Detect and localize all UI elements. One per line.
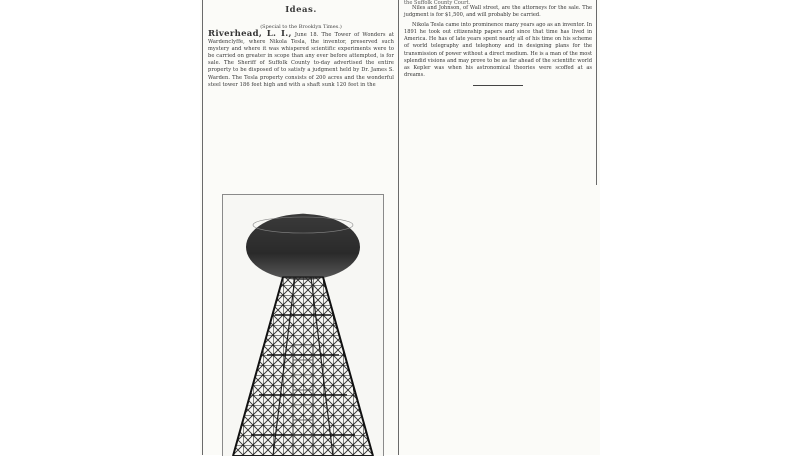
tower-illustration-icon — [223, 195, 383, 456]
column-rule-left — [202, 0, 203, 455]
right-column-top-line: the Suffolk County Court. — [404, 0, 471, 5]
column-rule-middle — [398, 0, 399, 455]
tower-photo — [222, 194, 384, 456]
paragraph-attorneys: Niles and Johnson, of Wall street, are the attorneys for the sale. The judgment is for $1,500, and will probably be carried. — [404, 5, 592, 19]
right-column — [404, 0, 592, 86]
headline-partial: Ideas. — [285, 5, 317, 15]
left-column — [208, 0, 394, 89]
special-note: (Special to the Brooklyn Times.) — [260, 24, 342, 30]
paragraph-tesla-bio: Nikola Tesla came into prominence many years ago as an inventor. In 1891 he took out citizenship papers and since that time has lived in America. He has of late years spent nearly all of his time on his scheme of world telegraphy and telephony and in designing plans for the transmission of power without a direct medium. He is a man of the most splendid visions and may prove to be as far ahead of the scientific world as Kepler was when his astronomical theories were scoffed at as dreams. — [404, 22, 592, 78]
lede-paragraph — [208, 31, 394, 89]
dateline: Riverhead, L. I., — [208, 29, 292, 39]
article-end-rule — [473, 85, 523, 86]
lede-text: June 18. The Tower of Wonders at Wardenclyffe, where Nikola Tesla, the inventor, preserved such mystery and where it was whispered scientific experiments were to be carried on greater in scope than any ever before attempted, is for sale. The Sheriff of Suffolk County to-day advertised the entire property to be disposed of to satisfy a judgment held by Dr. James S. Warden. The Tesla property consists of 200 acres and the wonderful steel tower 186 feet high and with a shaft sunk 120 feet in the — [208, 32, 394, 88]
column-rule-right — [596, 0, 597, 185]
